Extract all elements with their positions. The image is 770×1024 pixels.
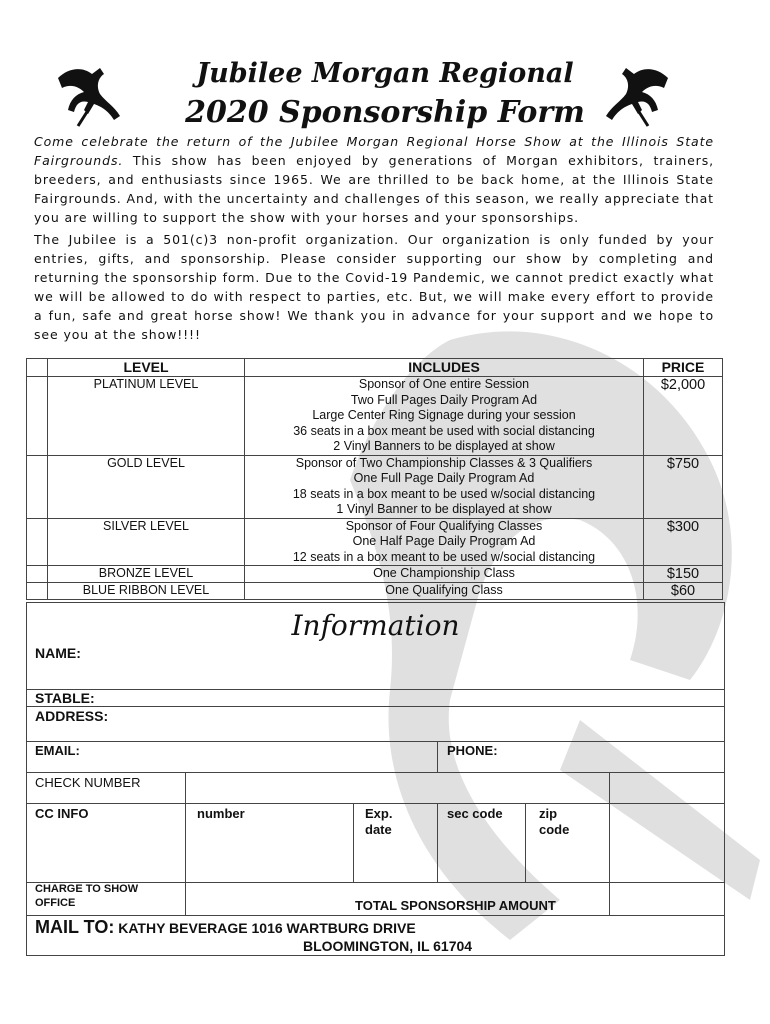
level-header: LEVEL (48, 359, 245, 377)
mail-to-block (35, 917, 472, 954)
sponsorship-levels-table (26, 358, 723, 600)
divider (27, 803, 724, 804)
table-row (27, 566, 723, 583)
divider (609, 803, 610, 882)
include-item: 1 Vinyl Banner to be displayed at show (336, 502, 552, 516)
total-amount-label: TOTAL SPONSORSHIP AMOUNT (355, 898, 556, 913)
level-includes (245, 518, 644, 566)
level-price: $60 (644, 583, 723, 600)
level-includes (245, 455, 644, 518)
divider (27, 689, 724, 690)
includes-header: INCLUDES (245, 359, 644, 377)
divider (353, 803, 354, 882)
level-price: $300 (644, 518, 723, 566)
page-subtitle: 2020 Sponsorship Form (185, 95, 585, 130)
include-item: One Full Page Daily Program Ad (353, 471, 535, 485)
exp-line: Exp. (365, 806, 393, 821)
level-price: $2,000 (644, 377, 723, 456)
level-name: SILVER LEVEL (48, 518, 245, 566)
divider (525, 803, 526, 882)
intro-paragraph-1 (34, 132, 714, 227)
table-row (27, 583, 723, 600)
include-item: Large Center Ring Signage during your session (312, 408, 576, 422)
divider (27, 772, 724, 773)
level-price: $150 (644, 566, 723, 583)
name-label: NAME: (35, 645, 81, 661)
divider (27, 706, 724, 707)
include-item: Sponsor of Two Championship Classes & 3 Qualifiers (295, 455, 593, 470)
level-includes (245, 377, 644, 456)
include-item: One Qualifying Class (385, 583, 503, 597)
exp-date-label (365, 806, 392, 838)
include-item: 18 seats in a box meant to be used w/social distancing (292, 486, 596, 501)
level-name: PLATINUM LEVEL (48, 377, 245, 456)
level-name: GOLD LEVEL (48, 455, 245, 518)
exp-line: date (365, 822, 392, 837)
table-header-row (27, 359, 723, 377)
include-item: Sponsor of Four Qualifying Classes (345, 518, 543, 533)
level-checkbox[interactable] (27, 518, 48, 566)
sec-code-label: sec code (447, 806, 503, 821)
table-row (27, 455, 723, 518)
address-label: ADDRESS: (35, 708, 109, 724)
divider (27, 741, 724, 742)
page-title: Jubilee Morgan Regional (196, 58, 574, 89)
phone-label: PHONE: (447, 743, 498, 758)
table-row (27, 377, 723, 456)
intro-text: This show has been enjoyed by generations of Morgan exhibitors, trainers, breeders, and enthusiasts since 1965. We are thrilled to be back home, at the Illinois State Fairgrounds. And, with the uncertainty and challenges of this season, we really appreciate that you are willing to support the show with your horses and your sponsorships. (34, 153, 714, 225)
zip-line: zip (539, 806, 558, 821)
zip-line: code (539, 822, 570, 837)
level-price: $750 (644, 455, 723, 518)
information-section (26, 602, 725, 956)
include-item: 2 Vinyl Banners to be displayed at show (333, 439, 555, 453)
zip-code-label (539, 806, 569, 838)
charge-to-show-office-label (35, 882, 138, 910)
cc-info-label: CC INFO (35, 806, 89, 821)
check-number-label: CHECK NUMBER (35, 775, 141, 790)
level-checkbox[interactable] (27, 455, 48, 518)
include-item: 12 seats in a box meant to be used w/social distancing (292, 549, 596, 564)
information-title: Information (291, 609, 460, 642)
include-item: 36 seats in a box meant be used with social distancing (293, 423, 595, 438)
divider (609, 772, 610, 803)
stable-label: STABLE: (35, 690, 95, 706)
include-item: Sponsor of One entire Session (358, 377, 530, 391)
include-item: Two Full Pages Daily Program Ad (350, 392, 538, 407)
intro-italic: Come celebrate the return of the Jubilee Morgan Regional Horse Show at the Illinois State Fairgrounds. (34, 134, 714, 168)
mail-address-line2: BLOOMINGTON, IL 61704 (303, 938, 473, 954)
level-name: BLUE RIBBON LEVEL (48, 583, 245, 600)
include-item: One Half Page Daily Program Ad (352, 534, 536, 548)
level-checkbox[interactable] (27, 566, 48, 583)
email-label: EMAIL: (35, 743, 80, 758)
mail-address-line1: KATHY BEVERAGE 1016 WARTBURG DRIVE (118, 920, 416, 936)
divider (185, 772, 186, 915)
level-checkbox[interactable] (27, 377, 48, 456)
level-includes (245, 583, 644, 600)
divider (437, 803, 438, 882)
table-row (27, 518, 723, 566)
checkbox-header (27, 359, 48, 377)
charge-line: OFFICE (35, 897, 76, 909)
level-checkbox[interactable] (27, 583, 48, 600)
cc-number-label: number (197, 806, 245, 821)
intro-paragraph-2: The Jubilee is a 501(c)3 non-profit organization. Our organization is only funded by your entries, gifts, and sponsorship. Please consider supporting our show by completing and returning the sponsorship form. Due to the Covid-19 Pandemic, we cannot predict exactly what we will be allowed to do with respect to parties, etc. But, we will make every effort to provide a fun, safe and great horse show! We thank you in advance for your support and we hope to see you at the show!!!! (34, 232, 714, 342)
divider (609, 882, 610, 915)
include-item: One Championship Class (373, 566, 515, 580)
price-header: PRICE (644, 359, 723, 377)
level-includes (245, 566, 644, 583)
charge-line: CHARGE TO SHOW (35, 883, 139, 895)
divider (27, 915, 724, 916)
mail-to-label: MAIL TO: (35, 917, 115, 937)
level-name: BRONZE LEVEL (48, 566, 245, 583)
divider (437, 741, 438, 772)
